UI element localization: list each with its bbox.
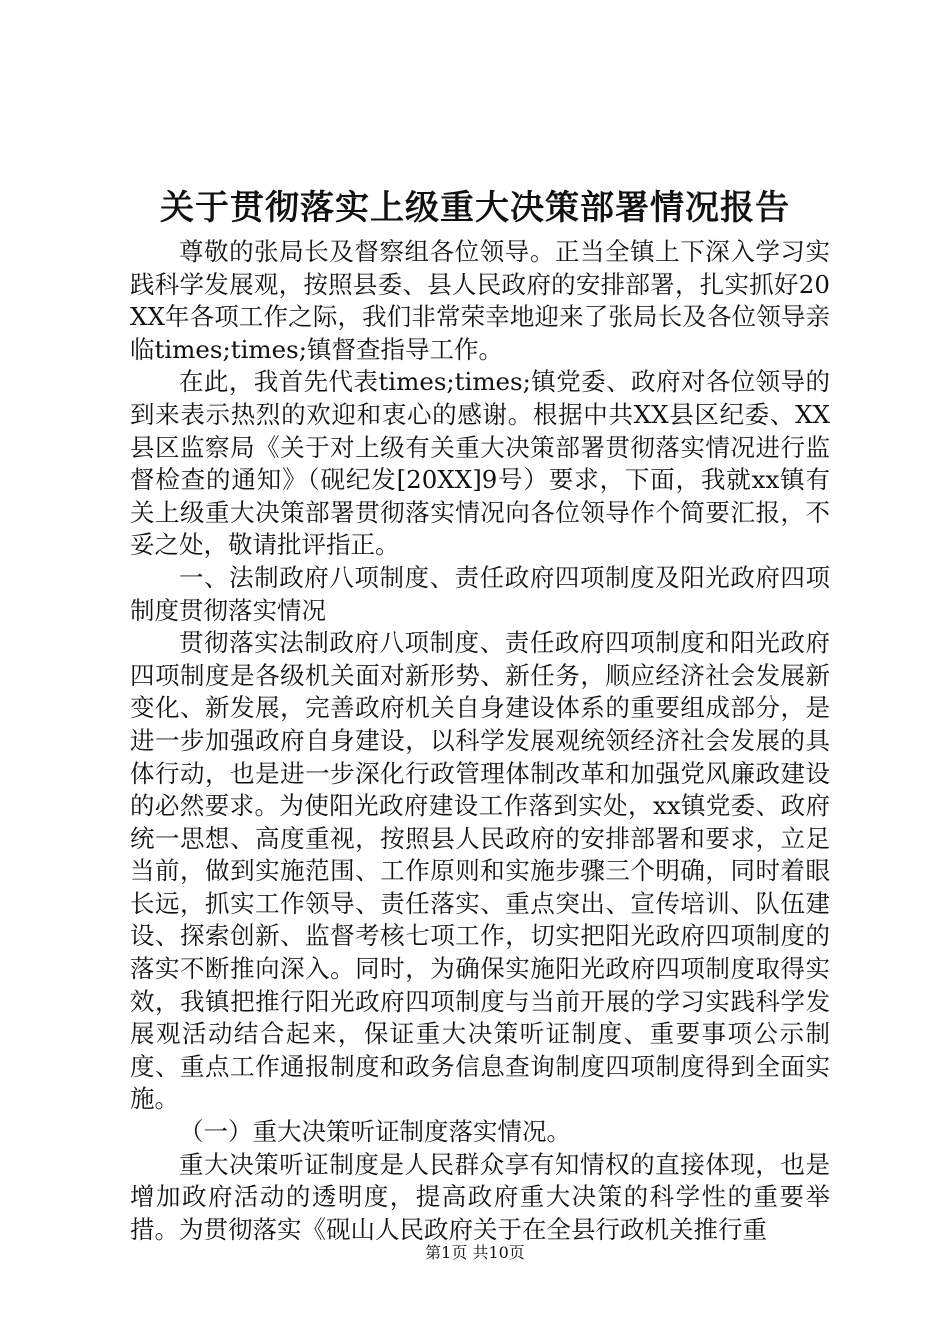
- subsection-heading-1: （一）重大决策听证制度落实情况。: [179, 1117, 571, 1147]
- paragraph-greeting: 尊敬的张局长及督察组各位领导。正当全镇上下深入学习实践科学发展观，按照县委、县人民政府的安排部署，扎实抓好20XX年各项工作之际，我们非常荣幸地迎来了张局长及各位领导亲临times;times;镇督查指导工作。: [130, 237, 830, 364]
- document-body: [130, 236, 830, 1246]
- paragraph-welcome: 在此，我首先代表times;times;镇党委、政府对各位领导的到来表示热烈的欢迎和衷心的感谢。根据中共XX县区纪委、XX县区监察局《关于对上级有关重大决策部署贯彻落实情况进行监督检查的通知》（砚纪发[20XX]9号）要求，下面，我就xx镇有关上级重大决策部署贯彻落实情况向各位领导作个简要汇报，不妥之处，敬请批评指正。: [130, 367, 830, 560]
- page-number-footer: 第1页 共10页: [425, 1243, 525, 1262]
- document-title: 关于贯彻落实上级重大决策部署情况报告: [160, 188, 790, 228]
- section-heading-1: 一、法制政府八项制度、责任政府四项制度及阳光政府四项制度贯彻落实情况: [130, 562, 830, 625]
- paragraph-subsection-1: 重大决策听证制度是人民群众享有知情权的直接体现，也是增加政府活动的透明度，提高政府重大决策的科学性的重要举措。为贯彻落实《砚山人民政府关于在全县行政机关推行重: [130, 1149, 830, 1244]
- paragraph-section-1: 贯彻落实法制政府八项制度、责任政府四项制度和阳光政府四项制度是各级机关面对新形势、新任务，顺应经济社会发展新变化、新发展，完善政府机关自身建设体系的重要组成部分，是进一步加强政府自身建设，以科学发展观统领经济社会发展的具体行动，也是进一步深化行政管理体制改革和加强党风廉政建设的必然要求。为使阳光政府建设工作落到实处，xx镇党委、政府统一思想、高度重视，按照县人民政府的安排部署和要求，立足当前，做到实施范围、工作原则和实施步骤三个明确，同时着眼长远，抓实工作领导、责任落实、重点突出、宣传培训、队伍建设、探索创新、监督考核七项工作，切实把阳光政府四项制度的落实不断推向深入。同时，为确保实施阳光政府四项制度取得实效，我镇把推行阳光政府四项制度与当前开展的学习实践科学发展观活动结合起来，保证重大决策听证制度、重要事项公示制度、重点工作通报制度和政务信息查询制度四项制度得到全面实施。: [130, 628, 830, 1114]
